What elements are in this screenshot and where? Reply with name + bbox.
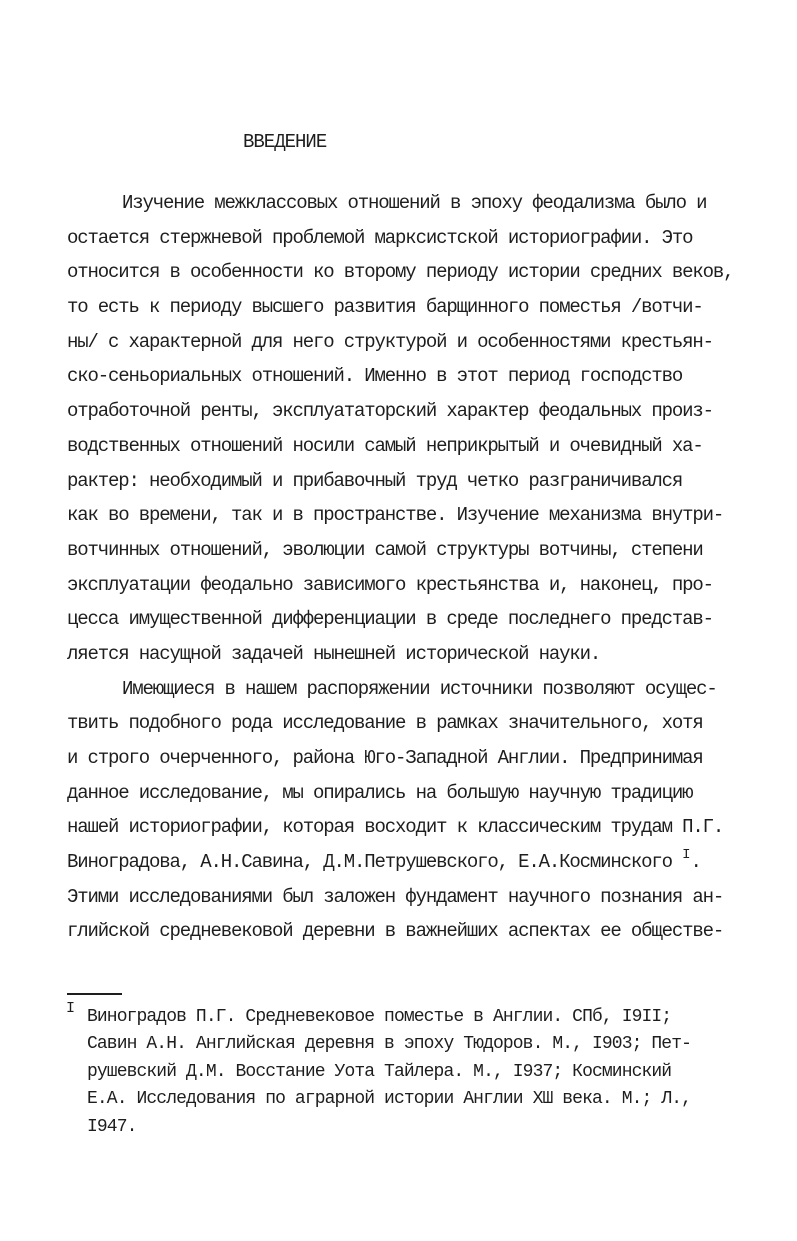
- text-line: Виноградова, А.Н.Савина, Д.М.Петрушевского, Е.А.Косминского: [67, 851, 672, 874]
- text-line: вотчинных отношений, эволюции самой структуры вотчины, степени: [67, 538, 703, 561]
- text-line: глийской средневековой деревни в важнейших аспектах ее обществе-: [67, 920, 724, 943]
- page-title: ВВЕДЕНИЕ: [243, 131, 327, 153]
- text-line: Этими исследованиями был заложен фундамент научного познания ан-: [67, 885, 724, 908]
- text-line: то есть к периоду высшего развития барщинного поместья /вотчи-: [67, 296, 703, 319]
- paragraph-2: [67, 672, 767, 950]
- text-line: относится в особенности ко второму периоду истории средних веков,: [67, 261, 734, 284]
- paragraph-1: [67, 186, 767, 672]
- text-line: данное исследование, мы опирались на большую научную традицию: [67, 781, 693, 804]
- footnote-line: Савин А.Н. Английская деревня в эпоху Тюдоров. М., I903; Пет-: [87, 1034, 692, 1055]
- footnote-line: Е.А. Исследования по аграрной истории Англии ХШ века. М.; Л.,: [87, 1089, 692, 1110]
- main-text: [67, 186, 767, 949]
- footnote-line: I947.: [87, 1116, 137, 1137]
- footnote-line: рушевский Д.М. Восстание Уота Тайлера. М., I937; Косминский: [87, 1061, 672, 1082]
- footnote-mark: I: [66, 1000, 76, 1017]
- text-line: нашей историографии, которая восходит к классическим трудам П.Г.: [67, 816, 724, 839]
- text-line-with-footnote: [67, 845, 767, 880]
- text-line: отработочной ренты, эксплуататорский характер феодальных произ-: [67, 400, 713, 423]
- text-line: твить подобного рода исследование в рамках значительного, хотя: [67, 712, 703, 735]
- text-line: остается стержневой проблемой марксистской историографии. Это: [67, 226, 693, 249]
- text-line: ны/ с характерной для него структурой и особенностями крестьян-: [67, 330, 713, 353]
- text-line: Имеющиеся в нашем распоряжении источники позволяют осущес-: [122, 677, 717, 700]
- text-line: рактер: необходимый и прибавочный труд четко разграничивался: [67, 469, 683, 492]
- text-line: эксплуатации феодально зависимого крестьянства и, наконец, про-: [67, 573, 713, 596]
- text-line: ляется насущной задачей нынешней исторической науки.: [67, 642, 601, 665]
- text-line: водственных отношений носили самый неприкрытый и очевидный ха-: [67, 434, 703, 457]
- text-line: цесса имущественной дифференциации в среде последнего представ-: [67, 608, 713, 631]
- footnote-reference-suffix: .: [690, 851, 701, 874]
- footnote: [87, 1004, 777, 1141]
- text-line: и строго очерченного, района Юго-Западной Англии. Предпринимая: [67, 747, 703, 769]
- text-line: как во времени, так и в пространстве. Изучение механизма внутри-: [67, 504, 724, 527]
- text-line: Изучение межклассовых отношений в эпоху феодализма было и: [122, 192, 707, 214]
- footnote-line: Виноградов П.Г. Средневековое поместье в Англии. СПб, I9II;: [87, 1007, 672, 1027]
- text-line: ско-сеньориальных отношений. Именно в этот период господство: [67, 365, 683, 388]
- footnote-reference[interactable]: I: [682, 847, 691, 864]
- footnote-divider: [67, 993, 122, 995]
